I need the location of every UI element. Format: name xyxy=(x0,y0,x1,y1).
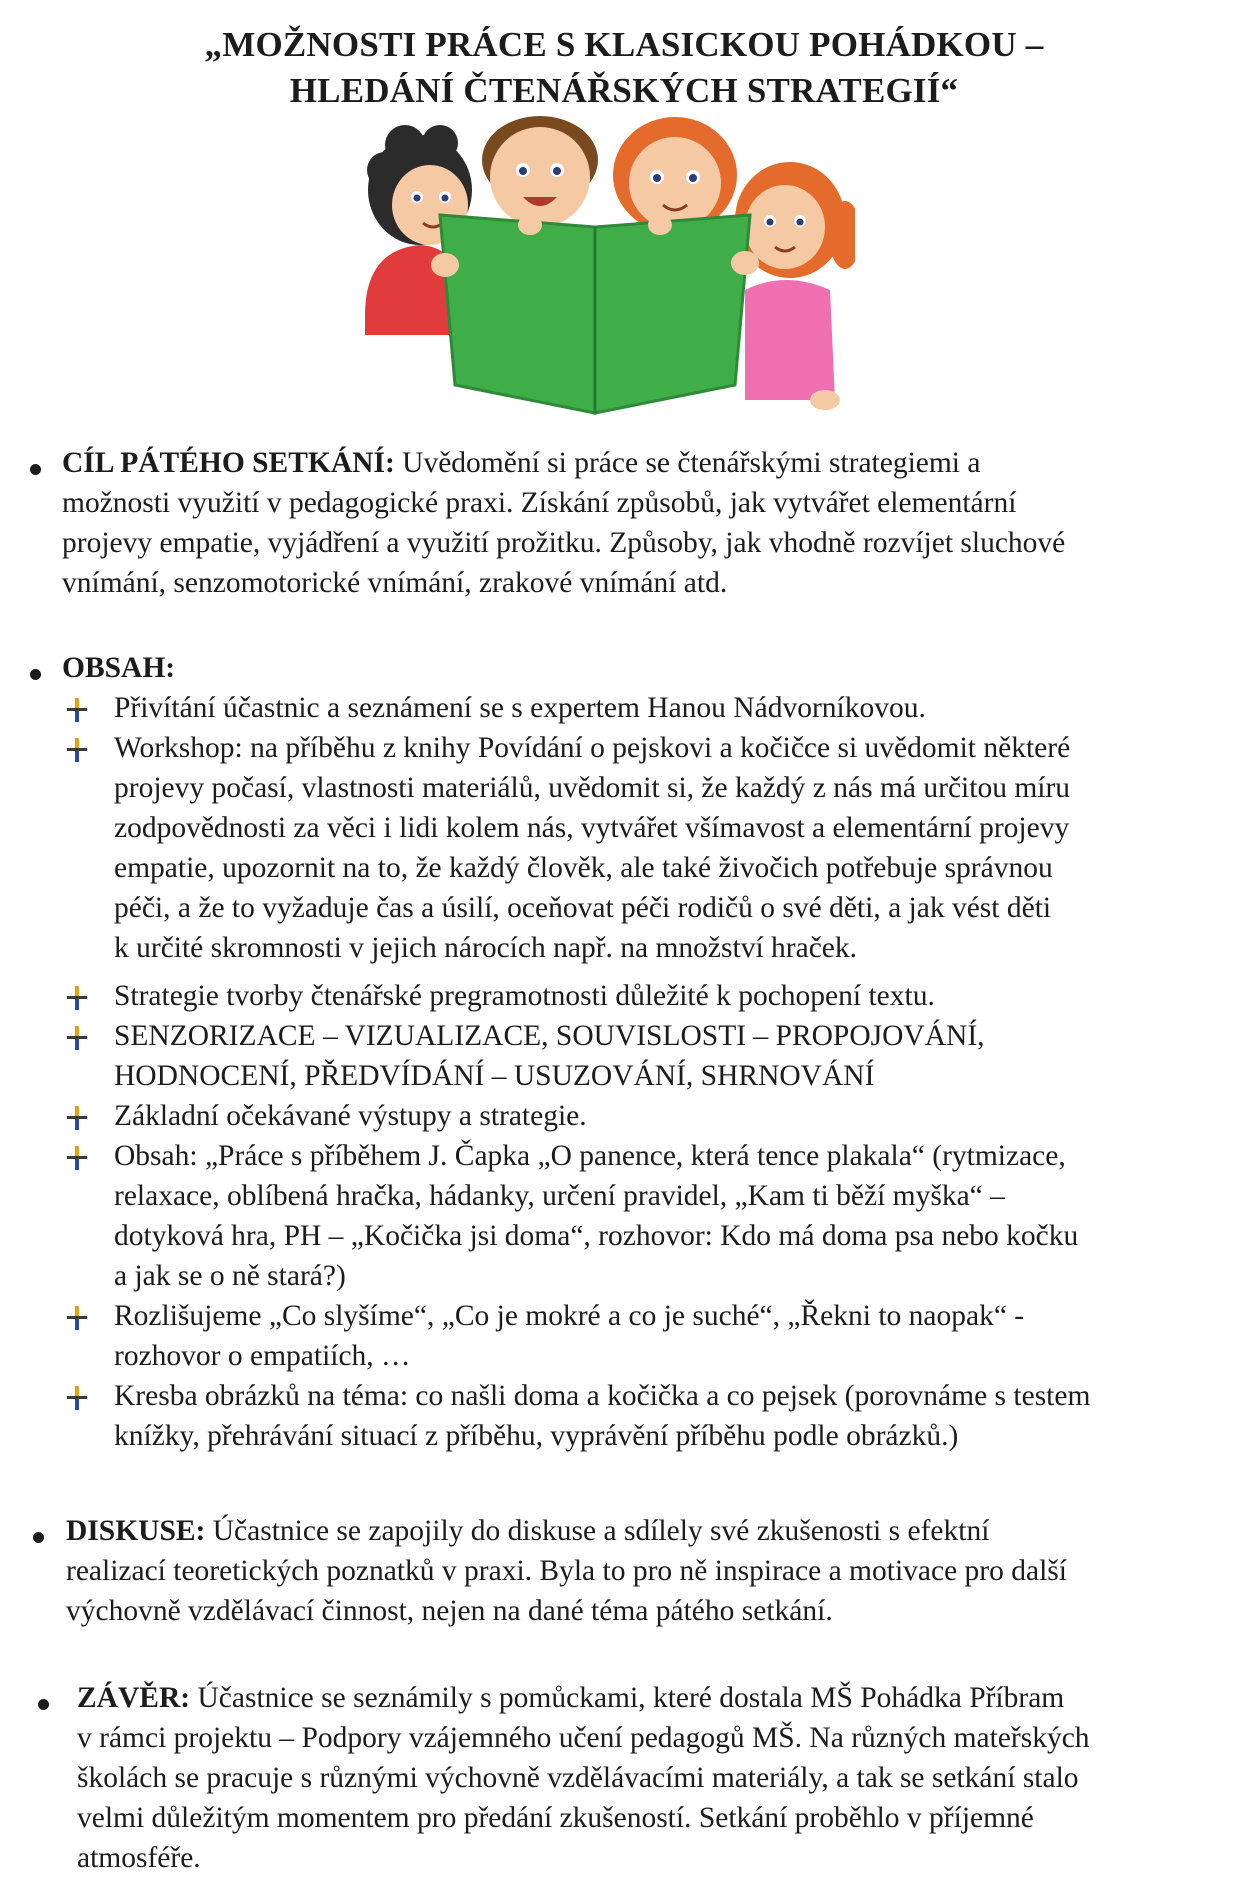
obsah-item-line: Workshop: na příběhu z knihy Povídání o pejskovi a kočičce si uvědomit některé xyxy=(114,732,1071,764)
plus-marker-icon xyxy=(67,738,87,762)
bullet-zaver xyxy=(38,1699,49,1710)
section-cil xyxy=(62,443,1065,603)
plus-marker-icon xyxy=(67,698,87,722)
plus-marker-icon xyxy=(67,1026,87,1050)
obsah-item-line: dotyková hra, PH – „Kočička jsi doma“, rozhovor: Kdo má doma psa nebo kočku xyxy=(114,1220,1079,1252)
obsah-item-line: Kresba obrázků na téma: co našli doma a kočička a co pejsek (porovnáme s testem xyxy=(114,1380,1091,1412)
bullet-cil xyxy=(30,464,41,475)
zaver-line-4: velmi důležitým momentem pro předání zkušeností. Setkání proběhlo v příjemné xyxy=(77,1802,1034,1834)
plus-marker-icon xyxy=(67,1386,87,1410)
obsah-item-line: Obsah: „Práce s příběhem J. Čapka „O panence, která tence plakala“ (rytmizace, xyxy=(114,1140,1066,1172)
plus-marker-icon xyxy=(67,1306,87,1330)
diskuse-line-3: výchovně vzdělávací činnost, nejen na dané téma pátého setkání. xyxy=(66,1595,833,1627)
plus-marker-icon xyxy=(67,1106,87,1130)
children-reading-illustration xyxy=(345,115,855,415)
cil-label: CÍL PÁTÉHO SETKÁNÍ: xyxy=(62,447,395,479)
obsah-item-line: knížky, přehrávání situací z příběhu, vyprávění příběhu podle obrázků.) xyxy=(114,1420,959,1452)
zaver-line-5: atmosféře. xyxy=(77,1842,201,1874)
obsah-item-line: empatie, upozornit na to, že každý člověk, ale také živočich potřebuje správnou xyxy=(114,852,1053,884)
obsah-item-line: Přivítání účastnic a seznámení se s expertem Hanou Nádvorníkovou. xyxy=(114,692,926,724)
zaver-label: ZÁVĚR: xyxy=(77,1682,191,1714)
child-4 xyxy=(735,162,855,400)
diskuse-label: DISKUSE: xyxy=(66,1515,206,1547)
obsah-item-line: HODNOCENÍ, PŘEDVÍDÁNÍ – USUZOVÁNÍ, SHRNOVÁNÍ xyxy=(114,1060,875,1092)
title-line-1: „MOŽNOSTI PRÁCE S KLASICKOU POHÁDKOU – xyxy=(204,25,1044,64)
zaver-line-3: školách se pracuje s různými výchovně vzdělávacími materiály, a tak se setkání stalo xyxy=(77,1762,1079,1794)
obsah-item-line: k určité skromnosti v jejich nárocích např. na množství hraček. xyxy=(114,932,858,964)
plus-marker-icon xyxy=(67,1146,87,1170)
obsah-item-line: péči, a že to vyžaduje čas a úsilí, oceňovat péči rodičů o své děti, a jak vést děti xyxy=(114,892,1052,924)
obsah-item-line: Rozlišujeme „Co slyšíme“, „Co je mokré a co je suché“, „Řekni to naopak“ - xyxy=(114,1300,1025,1332)
cil-line-1: Uvědomění si práce se čtenářskými strategiemi a xyxy=(394,447,981,479)
zaver-line-2: v rámci projektu – Podpory vzájemného učení pedagogů MŠ. Na různých mateřských xyxy=(77,1722,1090,1754)
obsah-item-line: projevy počasí, vlastnosti materiálů, uvědomit si, že každý z nás má určitou míru xyxy=(114,772,1071,804)
section-zaver xyxy=(77,1678,1090,1878)
diskuse-line-1: Účastnice se zapojily do diskuse a sdílely své zkušenosti s efektní xyxy=(205,1515,990,1547)
obsah-item-line: rozhovor o empatiích, … xyxy=(114,1340,411,1372)
cil-line-3: projevy empatie, vyjádření a využití prožitku. Způsoby, jak vhodně rozvíjet sluchové xyxy=(62,527,1066,559)
obsah-item-line: Základní očekávané výstupy a strategie. xyxy=(114,1100,587,1132)
obsah-item-line: SENZORIZACE – VIZUALIZACE, SOUVISLOSTI – PROPOJOVÁNÍ, xyxy=(114,1020,985,1052)
bullet-diskuse xyxy=(33,1532,44,1543)
obsah-item-line: a jak se o ně stará?) xyxy=(114,1260,346,1292)
section-obsah-label xyxy=(62,648,175,688)
zaver-line-1: Účastnice se seznámily s pomůckami, které dostala MŠ Pohádka Příbram xyxy=(190,1682,1065,1714)
section-diskuse xyxy=(66,1511,1067,1631)
diskuse-line-2: realizací teoretických poznatků v praxi. Byla to pro ně inspirace a motivace pro další xyxy=(66,1555,1067,1587)
cil-line-2: možnosti využití v pedagogické praxi. Získání způsobů, jak vytvářet elementární xyxy=(62,487,1017,519)
document-title xyxy=(0,22,1248,114)
plus-marker-icon xyxy=(67,986,87,1010)
obsah-label: OBSAH: xyxy=(62,652,176,684)
obsah-item-line: relaxace, oblíbená hračka, hádanky, určení pravidel, „Kam ti běží myška“ – xyxy=(114,1180,1005,1212)
bullet-obsah xyxy=(30,669,41,680)
obsah-item-line: zodpovědnosti za věci i lidi kolem nás, vytvářet všímavost a elementární projevy xyxy=(114,812,1070,844)
title-line-2: HLEDÁNÍ ČTENÁŘSKÝCH STRATEGIÍ“ xyxy=(289,71,959,110)
cil-line-4: vnímání, senzomotorické vnímání, zrakové vnímání atd. xyxy=(62,567,728,599)
obsah-item-line: Strategie tvorby čtenářské pregramotnosti důležité k pochopení textu. xyxy=(114,980,935,1012)
